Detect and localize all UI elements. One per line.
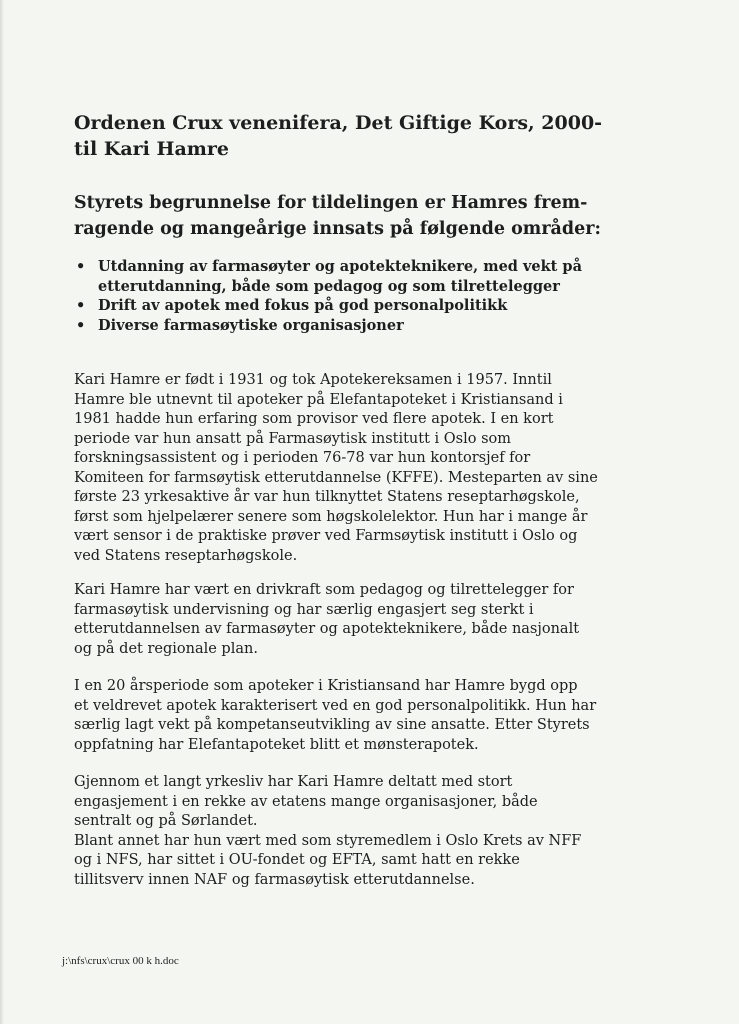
paragraph-line: tillitsverv innen NAF og farmasøytisk etterutdannelse. [74, 871, 475, 888]
list-item-line: etterutdanning, både som pedagog og som tilrettelegger [98, 277, 560, 295]
paragraph-line: sentralt og på Sørlandet. [74, 813, 258, 829]
intro-line: ragende og mangeårige innsats på følgende områder: [74, 219, 601, 239]
document-title [74, 110, 674, 162]
paragraph-organisations [74, 773, 694, 890]
intro-line: Styrets begrunnelse for tildelingen er Hamres frem- [74, 193, 588, 213]
paragraph-line: og i NFS, har sittet i OU-fondet og EFTA, samt hatt en rekke [74, 852, 520, 868]
paragraph-education [74, 581, 694, 659]
paragraph-line: et veldrevet apotek karakterisert ved en god personalpolitikk. Hun har [74, 697, 597, 714]
paragraph-line: første 23 yrkesaktive år var hun tilknyttet Statens reseptarhøgskole, [74, 489, 580, 505]
paragraph-line: etterutdannelsen av farmasøyter og apotekteknikere, både nasjonalt [74, 621, 580, 637]
title-line: til Kari Hamre [74, 138, 229, 160]
paragraph-line: oppfatning har Elefantapoteket blitt et mønsterapotek. [74, 736, 479, 753]
file-path-footer: j:\nfs\crux\crux 00 k h.doc [62, 955, 179, 967]
achievement-list [74, 257, 694, 335]
paragraph-line: først som hjelpelærer senere som høgskolelektor. Hun har i mange år [74, 508, 588, 525]
list-item-line: Diverse farmasøytiske organisasjoner [98, 316, 404, 334]
bullet-icon: • [76, 297, 86, 314]
paragraph-line: Kari Hamre har vært en drivkraft som pedagog og tilrettelegger for [74, 582, 574, 598]
paragraph-line: I en 20 årsperiode som apoteker i Kristiansand har Hamre bygd opp [74, 678, 578, 694]
scan-edge [0, 0, 4, 1024]
paragraph-pharmacy [74, 677, 694, 755]
list-item-line: Drift av apotek med fokus på god personalpolitikk [98, 297, 508, 314]
paragraph-line: Kari Hamre er født i 1931 og tok Apotekereksamen i 1957. Inntil [74, 372, 552, 388]
board-rationale-heading [74, 190, 694, 242]
paragraph-line: særlig lagt vekt på kompetanseutvikling av sine ansatte. Etter Styrets [74, 717, 590, 733]
paragraph-line: vært sensor i de praktiske prøver ved Farmsøytisk institutt i Oslo og [74, 528, 578, 544]
paragraph-line: Gjennom et langt yrkesliv har Kari Hamre deltatt med stort [74, 774, 513, 790]
paragraph-line: periode var hun ansatt på Farmasøytisk institutt i Oslo som [74, 430, 511, 447]
list-item [74, 296, 694, 316]
bullet-icon: • [76, 258, 86, 275]
list-item-line: Utdanning av farmasøyter og apotekteknikere, med vekt på [98, 258, 582, 275]
paragraph-line: farmasøytisk undervisning og har særlig engasjert seg sterkt i [74, 601, 534, 618]
paragraph-line: ved Statens reseptarhøgskole. [74, 547, 298, 564]
paragraph-biography [74, 371, 694, 566]
paragraph-line: 1981 hadde hun erfaring som provisor ved flere apotek. I en kort [74, 411, 554, 427]
paragraph-line: engasjement i en rekke av etatens mange organisasjoner, både [74, 793, 538, 810]
list-item [74, 316, 694, 336]
paragraph-line: Hamre ble utnevnt til apoteker på Elefantapoteket i Kristiansand i [74, 391, 563, 408]
paragraph-line: Komiteen for farmsøytisk etterutdannelse (KFFE). Mesteparten av sine [74, 469, 598, 486]
paragraph-line: og på det regionale plan. [74, 640, 258, 657]
paragraph-line: Blant annet har hun vært med som styremedlem i Oslo Krets av NFF [74, 832, 582, 849]
bullet-icon: • [76, 316, 86, 334]
paragraph-line: forskningsassistent og i perioden 76-78 var hun kontorsjef for [74, 450, 531, 466]
list-item [74, 257, 694, 296]
title-line: Ordenen Crux venenifera, Det Giftige Kors, 2000- [74, 112, 603, 134]
